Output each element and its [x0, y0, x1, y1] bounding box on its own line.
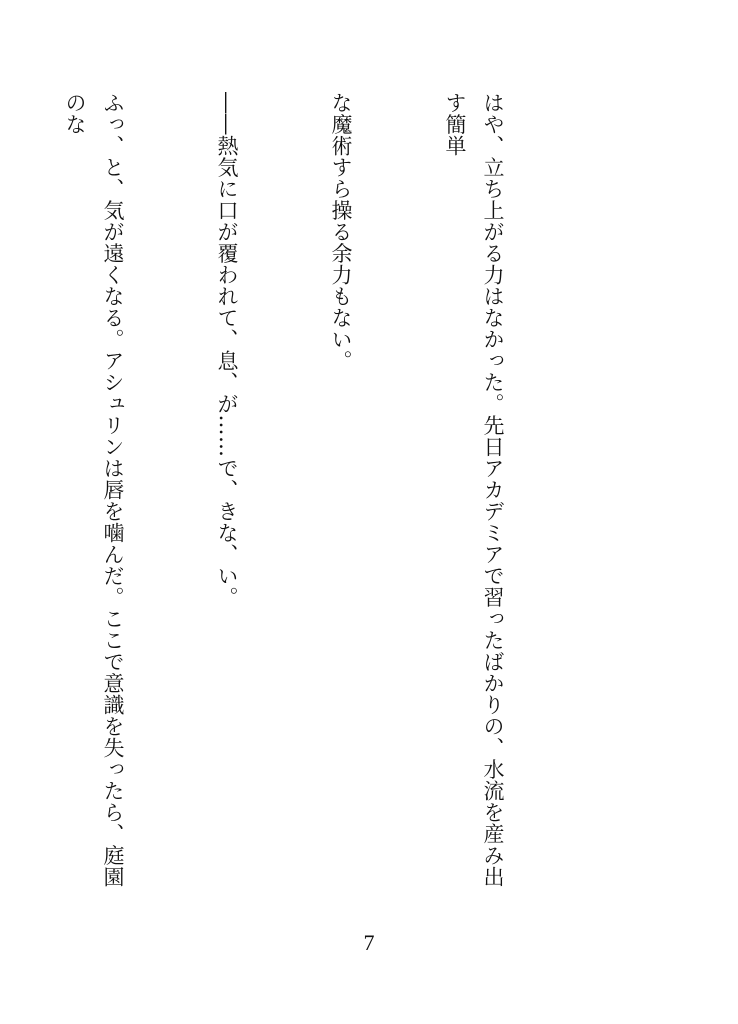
- text-line: ふっ、と、気が遠くなる。アシュリンは唇を噛んだ。ここで意識を失ったら、庭園のな: [63, 92, 125, 888]
- text-line: ――熱気に口が覆われて、息、が……で、きな、い。: [215, 92, 239, 608]
- text-line: な魔術すら操る余力もない。: [329, 92, 353, 372]
- text-line: はや、立ち上がる力はなかった。先日アカデミアで習ったばかりの、水流を産み出す簡単: [443, 92, 505, 888]
- vertical-text-body: [63, 92, 588, 892]
- page-number: 7: [363, 930, 375, 955]
